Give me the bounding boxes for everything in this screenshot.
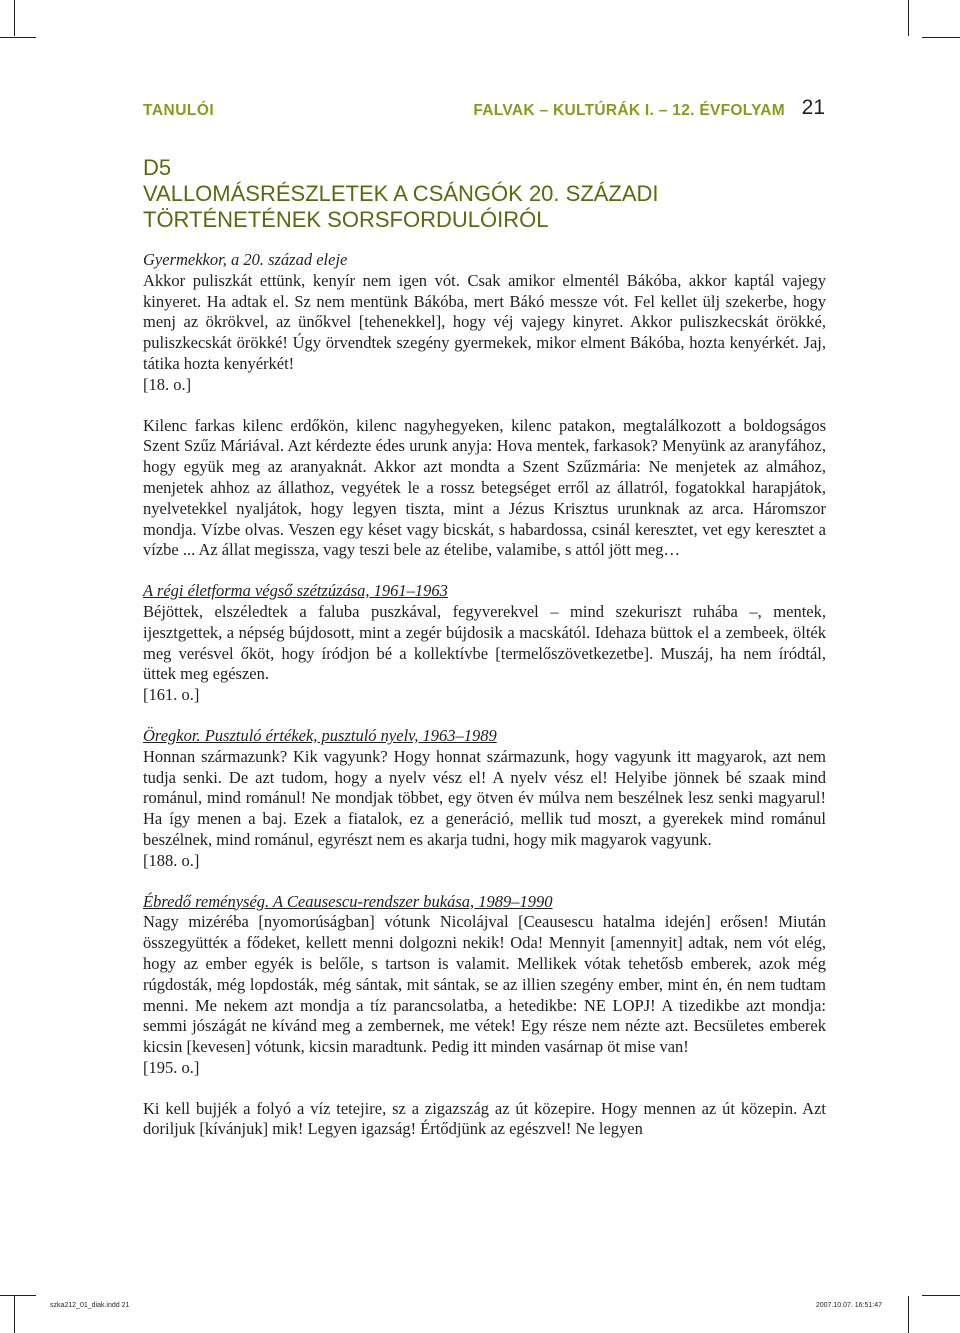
crop-mark <box>922 37 960 38</box>
section-old-life <box>143 581 826 706</box>
section-text: Akkor puliszkát ettünk, kenyír nem igen vót. Csak amikor elmentél Bákóba, akkor kaptál vajegy kinyeret. Ha adtak el. Sz nem mentünk Bákóba, mert Bákó messze vót. Fel kellet ülj szekerbe, hogy menj az ökrökvel, az ünőkvel [tehenekkel], hogy véj vajegy kinyret. Akkor puliszkecskát örökké, puliszkecskát örökké! Úgy örvendtek szegény gyermekek, mikor elment Bákóba, hozta kenyérkét. Jaj, tátika hozta kenyérkét! <box>143 270 826 373</box>
page-reference: [188. o.] <box>143 850 200 870</box>
section-hope <box>143 892 826 1079</box>
crop-mark <box>908 0 909 36</box>
section-code: D5 <box>143 155 172 180</box>
crop-mark <box>0 37 36 38</box>
section-text: Ki kell bujjék a folyó a víz tetejire, sz a zigazszág az út közepire. Hogy mennen az út közepin. Azt doriljuk [kívánjuk] mik! Legyen igazság! Értődjünk az egészvel! Ne legyen <box>143 1098 826 1139</box>
crop-mark <box>0 1295 36 1296</box>
document-body <box>143 250 826 1140</box>
section-closing <box>143 1099 826 1141</box>
page-reference: [18. o.] <box>143 374 192 394</box>
header-right: FALVAK – KULTÚRÁK I. – 12. ÉVFOLYAM <box>473 102 785 119</box>
print-slug-file: szka212_01_diak.indd 21 <box>50 1302 130 1309</box>
running-header <box>143 96 825 128</box>
page-reference: [195. o.] <box>143 1057 200 1077</box>
header-left: TANULÓI <box>143 102 215 119</box>
section-text: Nagy mizéréba [nyomorúságban] vótunk Nicolájval [Ceausescu hatalma idején] erősen! Miután összegyüttéк a fődeket, kellett menni dolgozni nekik! Oda! Mennyit [amennyit] adtak, nem vót elég, hogy az ember egyék is belőle, s tartson is valamit. Mellikek vótak tehetősb emberek, azok még rúgdosták, még lopdosták, még sántak, mit sántak, se az illien szegény ember, mint én, én nem tudtam menni. Me nekem azt mondja a tíz parancsolatba, a hetedikbe: NE LOPJ! A tizedikbe azt mondja: semmi jószágát ne kívánd meg a zembernek, me vétek! Egy része nem nézte azt. Becsületes emberek kicsin [kevesen] vótunk, kicsin maradtunk. Pedig itt minden vasárnap öt mise van! <box>143 912 826 1057</box>
title-text: VALLOMÁSRÉSZLETEK A CSÁNGÓK 20. SZÁZADI TÖRTÉNETÉNEK SORSFORDULÓIRÓL <box>143 181 659 232</box>
crop-mark <box>922 1295 960 1296</box>
section-heading: A régi életforma végső szétzúzása, 1961–1963 <box>143 581 448 601</box>
section-text: Kilenc farkas kilenc erdőkön, kilenc nagyhegyeken, kilenc patakon, megtalálkozott a boldogságos Szent Szűz Máriával. Azt kérdezte édes urunk anyja: Hova mentek, farkasok? Menyünk az aranyfához, hogy együk meg az aranyaknát. Akkor azt mondta a Szent Szűzmária: Ne menjetek az almához, menjetek ahhoz az állathoz, vegyétek le a rossz betegséget erről az állatról, fogatokkal harapjátok, nyelvetekkel nyaljátok, hogy legyen tiszta, mint a Jézus Krisztus urunknak az arca. Háromszor mondja. Vízbe olvas. Veszen egy késet vagy bicskát, s habardossa, csinál keresztet, vet egy keresztet a vízbe ... Az állat megissza, vagy teszi bele az ételibe, valamibe, s attól jött meg… <box>143 415 826 560</box>
section-childhood <box>143 250 826 396</box>
section-heading: Öregkor. Pusztuló értékek, pusztuló nyelv, 1963–1989 <box>143 725 497 745</box>
section-text: Béjöttek, elszéledtek a faluba puszkával, fegyverekvel – mind szekuriszt ruhába –, mentek, ijesztgettek, a népség bújdosott, mint a zegér bújdosik a macskától. Idehaza büttok el a zembeek, ölték meg verésvel őköt, hogy íródjon bé a kollektívbe [termelőszövetkezetbe]. Muszáj, ha nem íródtál, üttek meg egészen. <box>143 601 826 684</box>
section-incantation <box>143 416 826 562</box>
print-slug-date: 2007.10.07. 16:51:47 <box>815 1302 882 1309</box>
crop-mark <box>14 0 15 36</box>
page-title <box>143 155 833 233</box>
section-heading: Ébredő reménység. A Ceausescu-rendszer bukása, 1989–1990 <box>143 891 553 911</box>
section-heading: Gyermekkor, a 20. század eleje <box>143 250 348 269</box>
page-reference: [161. o.] <box>143 685 200 705</box>
section-old-age <box>143 726 826 872</box>
crop-mark <box>908 1296 909 1333</box>
section-text: Honnan származunk? Kik vagyunk? Hogy honnat származunk, hogy vagyunk itt magyarok, azt nem tudja senki. De azt tudom, hogy a nyelv vész el! A nyelv vész el! Helyibe jönnek bé szaak mind románul, mind románul! Ne mondjak többet, egy ötven év múlva nem beszélnek lesz senki magyarul! Ha így menen a baj. Ezek a fiatalok, ez a generáció, mellik tud moszt, a gyerekek mind románul beszélnek, mind románul, egyrészt nem es akarja tudni, hogy mik magyarok vagyunk. <box>143 746 826 849</box>
page-number: 21 <box>801 96 825 119</box>
crop-mark <box>14 1296 15 1333</box>
